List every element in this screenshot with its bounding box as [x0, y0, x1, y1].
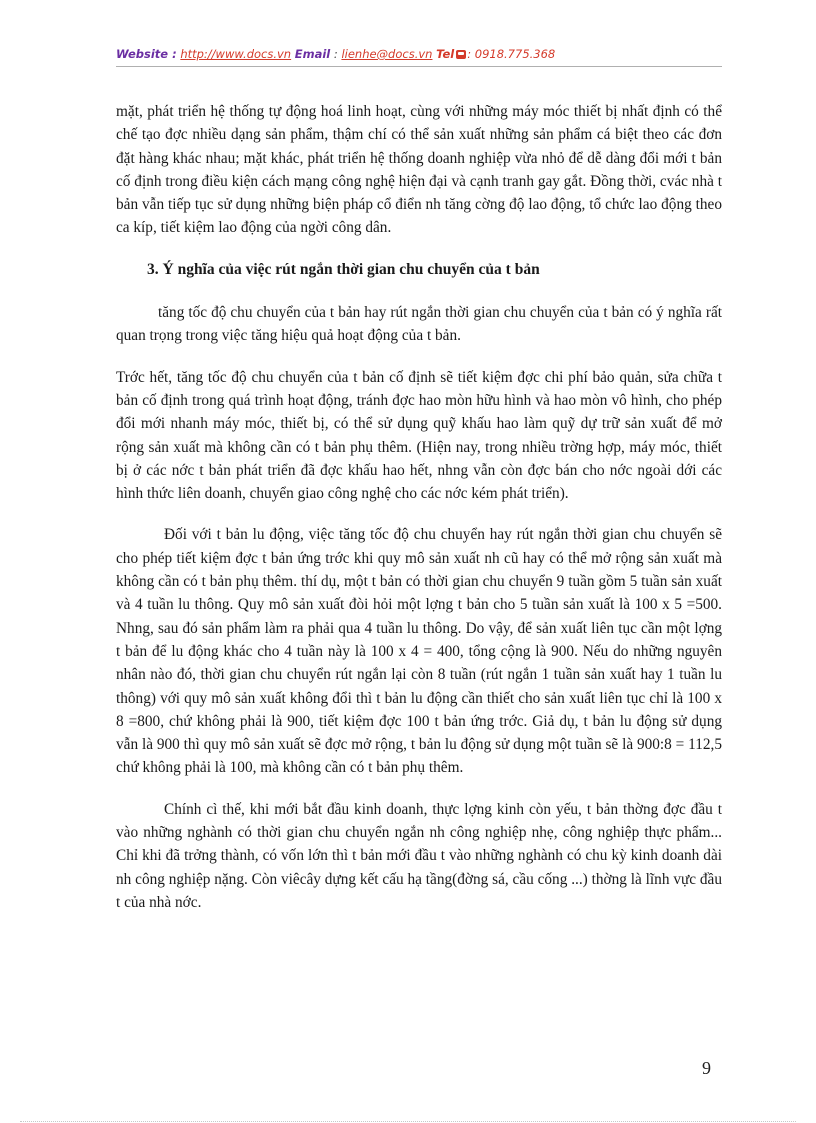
email-label: Email [294, 47, 331, 61]
section-heading: 3. Ý nghĩa của việc rút ngắn thời gian chu chuyển của t bản [147, 260, 540, 278]
page-header [116, 47, 722, 61]
tel-number: : 0918.775.368 [467, 47, 556, 61]
header-divider [116, 66, 722, 67]
tel-label: Tel [436, 47, 455, 61]
website-link[interactable]: http://www.docs.vn [180, 47, 292, 61]
page-number: 9 [702, 1058, 711, 1078]
paragraph-2: tăng tốc độ chu chuyển của t bản hay rút ngắn thời gian chu chuyển của t bản có ý nghĩa rất quan trọng trong việc tăng hiệu quả hoạt động của t bản. [116, 304, 722, 345]
email-link[interactable]: lienhe@docs.vn [341, 47, 433, 61]
paragraph-4: Đối với t bản lu động, việc tăng tốc độ chu chuyển hay rút ngắn thời gian chu chuyển sẽ cho phép tiết kiệm đợc t bản ứng trớc khi quy mô sản xuất nh cũ hay có thể mở rộng sản xuất mà không cần có t bản phụ thêm. thí dụ, một t bản có thời gian chu chuyển 9 tuần gồm 5 tuần sản xuất và 4 tuần lu thông. Quy mô sản xuất đòi hỏi một lợng t bản cho 5 tuần sản xuất là 100 x 5 =500. Nhng, sau đó sản phẩm làm ra phải qua 4 tuần lu thông. Do vậy, để sản xuất liên tục cần một lợng t bản để lu động khác cho 4 tuần này là 100 x 4 = 400, tổng cộng là 900. Nếu do những nguyên nhân nào đó, thời gian chu chuyển rút ngắn lại còn 8 tuần (rút ngắn 1 tuần sản xuất hay 1 tuần lu thông) với quy mô sản xuất không đổi thì t bản lu động cần thiết cho sản xuất liên tục chỉ là 100 x 8 =800, chứ không phải là 900, tiết kiệm đợc 100 t bản ứng trớc. Giả dụ, t bản lu động sử dụng vẫn là 900 thì quy mô sản xuất sẽ đợc mở rộng, t bản lu động sử dụng một tuần sẽ là 900:8 = 112,5 chứ không phải là 100, mà không cần có t bản phụ thêm. [116, 526, 722, 777]
telephone-icon [456, 50, 466, 59]
paragraph-1: mặt, phát triển hệ thống tự động hoá linh hoạt, cùng với những máy móc thiết bị nhất định có thể chế tạo đợc nhiều dạng sản phẩm, thậm chí có thể sản xuất những sản phẩm cá biệt theo các đơn đặt hàng khác nhau; mặt khác, phát triển hệ thống doanh nghiệp vừa nhỏ để dễ dàng đổi mới t bản cố định trong điều kiện cách mạng công nghệ hiện đại và cạnh tranh gay gắt. Đồng thời, cvác nhà t bản vẫn tiếp tục sử dụng những biện pháp cổ điển nh tăng cờng độ lao động, tổ chức lao động theo ca kíp, tiết kiệm lao động của ngời công dân. [116, 103, 722, 237]
paragraph-5: Chính cì thế, khi mới bắt đầu kinh doanh, thực lợng kinh còn yếu, t bản thờng đợc đầu t vào những nghành có thời gian chu chuyển ngắn nh công nghiệp nhẹ, công nghiệp thực phẩm... Chỉ khi đã trởng thành, có vốn lớn thì t bản mới đầu t vào những nghành có chu kỳ kinh doanh dài nh công nghiệp nặng. Còn viêcây dựng kết cấu hạ tầng(đờng sá, cầu cống ...) thờng là lĩnh vực đầu t của nhà nớc. [116, 800, 722, 911]
page-bottom-border [20, 1121, 796, 1122]
document-body [116, 100, 722, 914]
website-label: Website : [116, 47, 177, 61]
paragraph-3: Trớc hết, tăng tốc độ chu chuyển của t bản cố định sẽ tiết kiệm đợc chi phí bảo quản, sửa chữa t bản cố định trong quá trình hoạt động, tránh đợc hao mòn hữu hình và hao mòn vô hình, cho phép đổi mới nhanh máy móc, thiết bị, có thể sử dụng quỹ khấu hao làm quỹ dự trữ sản xuất để mở rộng sản xuất mà không cần có t bản phụ thêm. (Hiện nay, trong nhiều trờng hợp, máy móc, thiết bị ở các nớc t bản phát triển đã đợc khấu hao hết, nhng vẫn còn đợc bán cho nớc ngoài dới các hình thức liên doanh, chuyển giao công nghệ cho các nớc kém phát triển). [116, 368, 722, 503]
email-separator: : [333, 47, 338, 61]
